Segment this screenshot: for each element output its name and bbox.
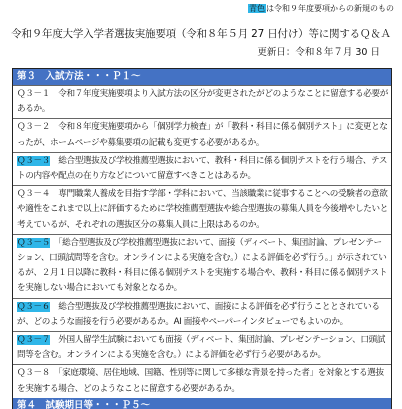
qa-item-3-6[interactable] xyxy=(13,298,391,331)
qa-question: 令和７年度実施要項より入試方法の区分が変更されたがどのようなことに留意する必要があるか。 xyxy=(17,89,388,115)
qa-question: 専門職業人養成を目指す学部・学科において、当該職業に従事することへの受験者の意欲や適性をこれまで以上に評価するために学校推薦型選抜や総合型選抜の募集人員を今後増やしたいと考えているが、それぞれの選抜区分の募集人員に上限はあるのか。 xyxy=(17,189,388,230)
qa-number-new: Ｑ３－５ xyxy=(17,237,50,248)
qa-number-new: Ｑ３－７ xyxy=(17,335,50,346)
qa-item-3-1[interactable] xyxy=(13,85,391,118)
qa-number-new: Ｑ３－３ xyxy=(17,155,50,166)
section-header-4: 第４ 試験期日等・・・Ｐ５～ xyxy=(13,398,391,409)
qa-table xyxy=(12,68,392,409)
update-date: 更新日：令和８年７月 30 日 xyxy=(257,47,380,58)
page-title: 令和９年度大学入学者選抜実施要項（令和８年５月 27 日付け）等に関するＱ＆Ａ xyxy=(11,28,391,40)
legend-highlight: 青色 xyxy=(249,4,265,13)
qa-number: Ｑ３－２ xyxy=(17,122,50,133)
qa-question: 「家庭環境、居住地域、国籍、性別等に関して多様な背景を持った者」を対象とする選抜を実施する場合、どのようなことに留意する必要があるか。 xyxy=(17,368,384,394)
qa-number: Ｑ３－８ xyxy=(17,368,50,379)
legend-text: は令和９年度要項からの新規のもの xyxy=(266,4,394,13)
qa-question: 令和８年度実施要項から「個別学力検査」が「教科・科目に係る個別テスト」に変更となったが、ホームページや募集要項の記載も変更する必要があるか。 xyxy=(17,122,388,148)
qa-item-3-8[interactable] xyxy=(13,364,391,397)
section-header-3: 第３ 入試方法・・・Ｐ１～ xyxy=(13,69,391,85)
legend-note xyxy=(248,3,394,14)
qa-item-3-4[interactable] xyxy=(13,185,391,234)
qa-question: 外国人留学生試験においても面接（ディベート、集団討論、プレゼンテーション、口頭試問等を含む。オンラインによる実施を含む。）による評価を必ず行う必要があるか。 xyxy=(17,335,386,361)
qa-item-3-2[interactable] xyxy=(13,118,391,151)
qa-number-new: Ｑ３－６ xyxy=(17,301,50,312)
qa-question: 「総合型選抜及び学校推薦型選抜において、面接（ディベート、集団討論、プレゼンテーション、口頭試問等を含む。オンラインによる実施を含む。）による評価を必ず行う。」が示されているが、２月１日以降に教科・科目に係る個別テストを実施する場合や、教科・科目に係る個別テストを実施しない場合においても対象となるか。 xyxy=(17,237,388,294)
qa-number: Ｑ３－４ xyxy=(17,189,50,200)
qa-item-3-7[interactable] xyxy=(13,331,391,364)
qa-number: Ｑ３－１ xyxy=(17,89,50,99)
qa-item-3-3[interactable] xyxy=(13,152,391,185)
qa-question: 総合型選抜及び学校推薦型選抜において、教科・科目に係る個別テストを行う場合、テストの内容や配点の在り方などについて留意すべきことはあるか。 xyxy=(17,155,388,182)
qa-item-3-5[interactable] xyxy=(13,234,391,298)
qa-question: 総合型選抜及び学校推薦型選抜において、面接による評価を必ず行うこととされているが、どのような面接を行う必要があるか。AI 面接やペーパーインタビューでもよいのか。 xyxy=(17,301,380,327)
